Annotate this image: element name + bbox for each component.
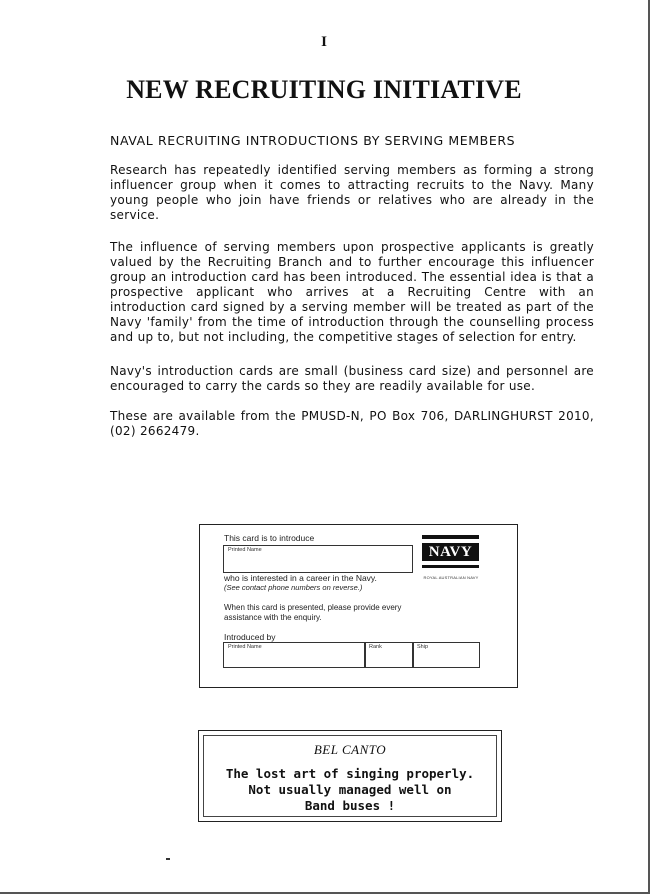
introduction-card <box>199 524 518 688</box>
paragraph-research: Research has repeatedly identified serving members as forming a strong influencer group when it comes to attracting recruits to the Navy. Many young people who join have friends or relatives who are already in the service. <box>110 163 594 222</box>
card-printed-name-label: Printed Name <box>228 547 262 553</box>
page-title: NEW RECRUITING INITIATIVE <box>126 75 522 104</box>
bel-canto-title: BEL CANTO <box>313 742 387 757</box>
bel-canto-line-2: Not usually managed well on <box>248 782 452 797</box>
card-presented-line2: assistance with the enquiry. <box>224 613 322 622</box>
navy-logo-bar-bottom <box>422 565 479 568</box>
bel-canto-inner-frame <box>203 735 497 817</box>
card-name-field <box>223 545 413 573</box>
paragraph-cards: Navy's introduction cards are small (business card size) and personnel are encouraged to carry the cards so they are readily available for use. <box>110 364 594 393</box>
section-subheading: NAVAL RECRUITING INTRODUCTIONS BY SERVING MEMBERS <box>110 133 516 148</box>
card-contact-note: (See contact phone numbers on reverse.) <box>224 583 363 592</box>
bel-canto-line-3: Band buses ! <box>304 798 396 813</box>
card-intro-text: This card is to introduce <box>224 533 315 543</box>
paragraph-availability: These are available from the PMUSD-N, PO Box 706, DARLINGHURST 2010, (02) 2662479. <box>110 409 594 438</box>
card-introduced-by: Introduced by <box>224 632 276 642</box>
scan-speck <box>166 858 170 860</box>
card-ship-label: Ship <box>417 644 429 650</box>
card-introducer-name-field <box>223 642 366 668</box>
bel-canto-box <box>198 730 502 822</box>
card-printed-name-label-2: Printed Name <box>228 644 262 650</box>
navy-logo: NAVY <box>422 543 479 561</box>
navy-logo-bar-top <box>422 535 479 539</box>
card-rank-label: Rank <box>369 644 382 650</box>
navy-logo-subtext: ROYAL AUSTRALIAN NAVY <box>423 575 479 580</box>
card-interest-text: who is interested in a career in the Navy. <box>224 573 377 583</box>
page-number: I <box>321 34 327 50</box>
bel-canto-line-1: The lost art of singing properly. <box>225 766 475 781</box>
card-rank-field <box>364 642 414 668</box>
card-ship-field <box>412 642 480 668</box>
card-presented-line1: When this card is presented, please provide every <box>224 603 402 612</box>
paragraph-influence: The influence of serving members upon prospective applicants is greatly valued by the Recruiting Branch and to further encourage this influencer group an introduction card has been introduced. The essential idea is that a prospective applicant who arrives at a Recruiting Centre with an introduction card signed by a serving member will be treated as part of the Navy 'family' from the time of introduction through the counselling process and up to, but not including, the competitive stages of selection for entry. <box>110 240 594 344</box>
